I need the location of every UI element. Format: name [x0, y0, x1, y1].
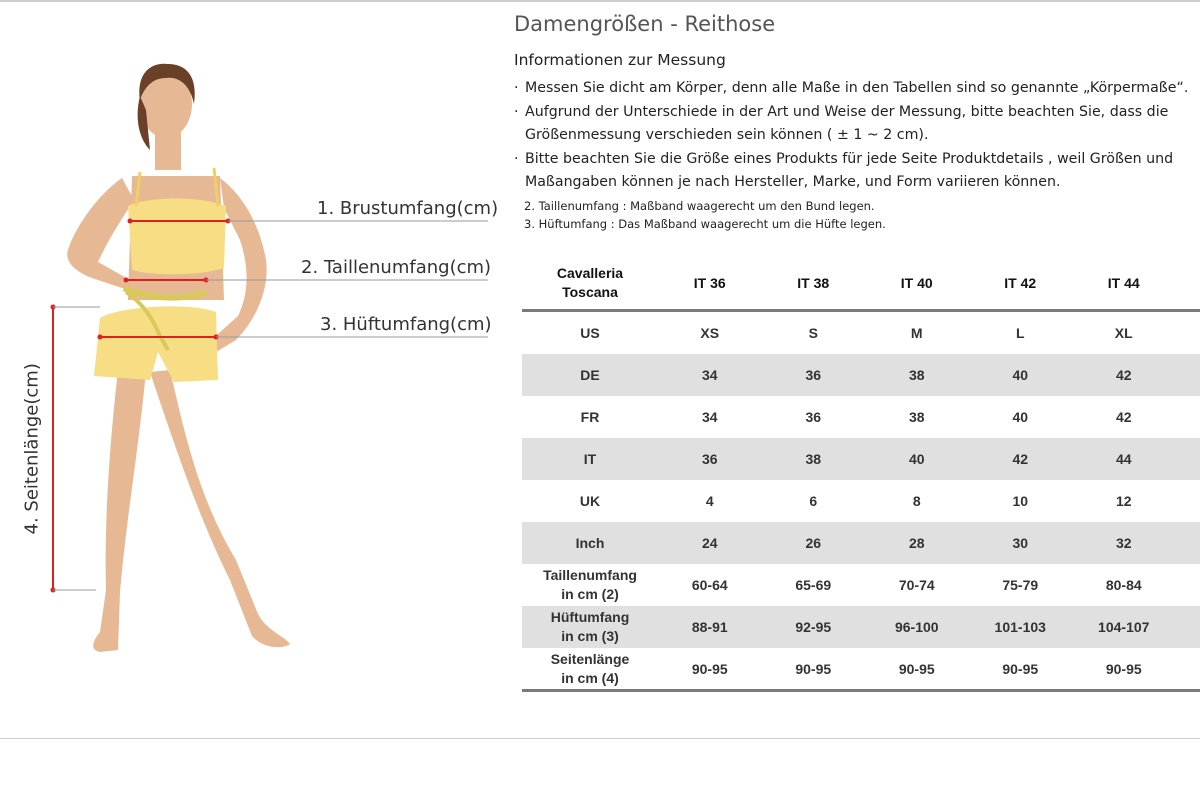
row-label-line: Taillenumfang [543, 567, 637, 583]
row-label-line: Hüftumfang [550, 609, 630, 625]
row-label-line: in cm (3) [561, 628, 619, 644]
table-cell: 26 [805, 535, 822, 551]
table-cell: 40 [1012, 367, 1029, 383]
table-cell: S [808, 325, 818, 341]
table-cell: 90-95 [898, 660, 935, 677]
table-row [522, 312, 1200, 354]
side-length-label: 4. Seitenlänge(cm) [21, 363, 43, 535]
table-row [522, 648, 1200, 692]
info-bullets [514, 77, 1200, 195]
table-cell: 36 [701, 451, 718, 467]
row-label [522, 450, 658, 469]
note-hip: 3. Hüftumfang : Das Maßband waagerecht um die Hüfte legen. [524, 216, 886, 231]
table-cell: 101-103 [994, 619, 1046, 635]
row-label-line: FR [580, 408, 600, 425]
row-label-line: Seitenlänge [550, 650, 630, 667]
bullet-text: Aufgrund der Unterschiede in der Art und Weise der Messung, bitte beachten Sie, dass die Größenmessung verschieden sein können ( ± 1 ~ 2 cm). [525, 103, 1169, 143]
bullet-marker: · [514, 150, 519, 167]
table-cell: 42 [1115, 367, 1132, 383]
model-illustration [0, 0, 500, 700]
info-bullet [514, 101, 1200, 148]
info-bullet [514, 77, 1200, 101]
table-cell: 90-95 [795, 660, 832, 677]
table-cell: 32 [1115, 535, 1132, 551]
table-cell: 6 [809, 493, 818, 509]
table-cell: XL [1114, 325, 1133, 341]
row-label [522, 534, 658, 553]
bottom-divider [0, 738, 1200, 739]
corner-cell [522, 264, 658, 302]
page-title: Damengrößen - Reithose [514, 12, 776, 36]
table-cell: 36 [805, 409, 822, 425]
table-cell: 36 [805, 367, 822, 383]
row-label [522, 608, 658, 646]
column-header: IT 36 [693, 275, 726, 291]
table-cell: 60-64 [691, 577, 728, 593]
table-cell: 90-95 [691, 660, 728, 677]
hip-label: 3. Hüftumfang(cm) [320, 314, 492, 335]
table-cell: 8 [912, 493, 921, 509]
table-cell: 10 [1012, 493, 1029, 509]
table-cell: 104-107 [1098, 619, 1150, 635]
table-row [522, 522, 1200, 564]
table-row [522, 480, 1200, 522]
table-cell: 92-95 [795, 619, 832, 635]
measurement-notes [524, 198, 886, 233]
table-cell: 90-95 [1002, 660, 1039, 677]
table-cell: 42 [1012, 451, 1029, 467]
measurement-figure [0, 0, 500, 700]
table-cell: 88-91 [691, 619, 728, 635]
table-row [522, 606, 1200, 648]
row-label [522, 492, 658, 511]
row-label-line: UK [579, 492, 601, 509]
bullet-text: Bitte beachten Sie die Größe eines Produkts für jede Seite Produktdetails , weil Größen und Maßangaben können je nach Hersteller, Marke, und Form variieren können. [525, 150, 1174, 190]
bullet-text: Messen Sie dicht am Körper, denn alle Maße in den Tabellen sind so genannte „Körpermaße“. [525, 80, 1189, 96]
row-label-line: US [580, 324, 600, 341]
table-header [522, 257, 1200, 312]
size-table [522, 257, 1200, 692]
column-header: IT 38 [797, 275, 830, 291]
bust-label: 1. Brustumfang(cm) [317, 198, 499, 219]
row-label-line: DE [580, 366, 600, 383]
row-label [522, 650, 658, 688]
table-cell: 40 [1012, 409, 1029, 425]
waist-label: 2. Taillenumfang(cm) [301, 257, 492, 278]
table-cell: 24 [701, 535, 718, 551]
table-row [522, 396, 1200, 438]
note-waist: 2. Taillenumfang : Maßband waagerecht um den Bund legen. [524, 199, 875, 213]
column-header: IT 44 [1107, 275, 1140, 291]
corner-line: Toscana [562, 284, 618, 300]
table-cell: L [1015, 325, 1025, 341]
table-cell: 34 [701, 367, 718, 383]
table-body [522, 312, 1200, 692]
table-cell: 44 [1115, 451, 1132, 467]
table-cell: 38 [805, 451, 822, 467]
info-bullet [514, 148, 1200, 195]
table-cell: 34 [701, 409, 718, 425]
table-cell: 70-74 [898, 577, 935, 593]
table-cell: 40 [908, 451, 925, 467]
table-cell: 12 [1115, 493, 1132, 509]
table-cell: XS [700, 325, 720, 341]
table-cell: 90-95 [1105, 660, 1142, 677]
table-cell: M [910, 325, 923, 341]
row-label [522, 566, 658, 604]
table-row [522, 354, 1200, 396]
row-label-line: Inch [575, 534, 605, 551]
table-row [522, 564, 1200, 606]
corner-line: Cavalleria [556, 265, 624, 281]
table-cell: 38 [908, 409, 925, 425]
bullet-marker: · [514, 80, 519, 96]
table-cell: 96-100 [894, 619, 939, 635]
row-label-line: IT [583, 450, 597, 467]
table-cell: 28 [908, 535, 925, 551]
table-cell: 30 [1012, 535, 1029, 551]
table-row [522, 438, 1200, 480]
row-label-line: in cm (4) [561, 669, 619, 686]
table-cell: 42 [1115, 409, 1132, 425]
table-cell: 80-84 [1105, 577, 1142, 593]
row-label [522, 408, 658, 427]
table-cell: 38 [908, 367, 925, 383]
table-cell: 75-79 [1002, 577, 1039, 593]
row-label-line: in cm (2) [561, 586, 619, 602]
column-header: IT 42 [1004, 275, 1037, 291]
table-cell: 4 [705, 493, 714, 509]
column-header: IT 40 [900, 275, 933, 291]
row-label [522, 366, 658, 385]
bullet-marker: · [514, 103, 519, 120]
section-subtitle: Informationen zur Messung [514, 51, 726, 69]
row-label [522, 324, 658, 343]
table-cell: 65-69 [795, 577, 832, 593]
